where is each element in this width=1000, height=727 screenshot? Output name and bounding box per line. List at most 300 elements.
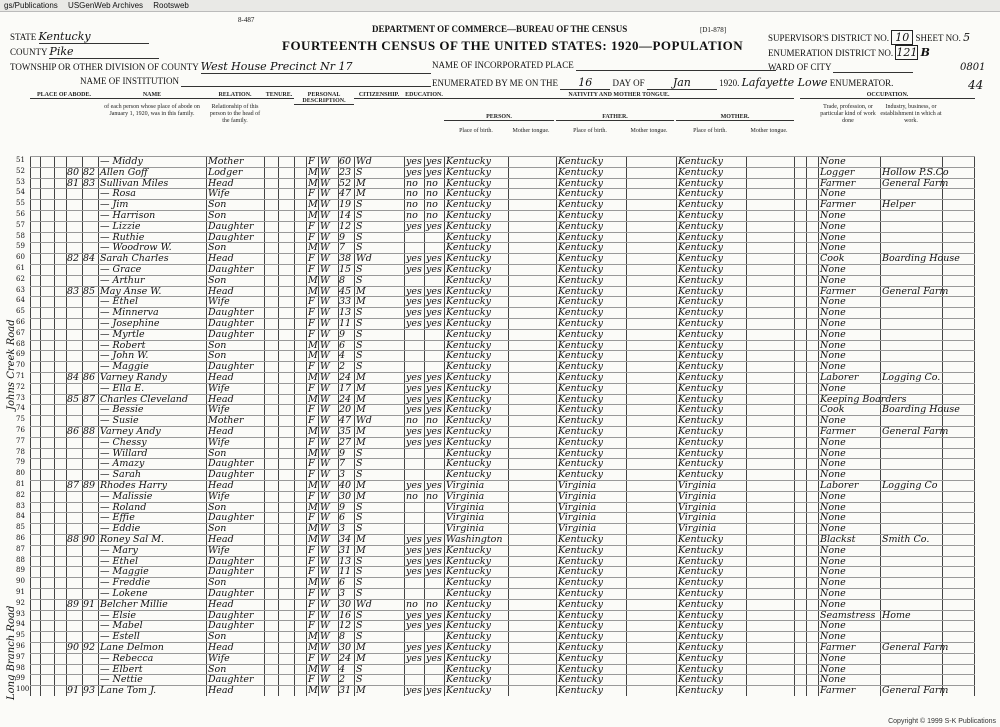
mother-birth-place: Kentucky xyxy=(678,156,723,167)
occupation: Farmer xyxy=(820,685,856,697)
mother-birth-place: Kentucky xyxy=(678,382,723,394)
occupation: None xyxy=(820,544,846,556)
age: 6 xyxy=(339,577,346,589)
line-number: 100 xyxy=(16,685,30,694)
table-row xyxy=(16,598,975,610)
toolbar-item[interactable]: USGenWeb Archives xyxy=(68,1,144,10)
sex: M xyxy=(308,393,318,405)
mother-birth-place: Kentucky xyxy=(678,393,723,405)
table-row xyxy=(16,156,975,167)
race: W xyxy=(320,220,330,232)
table-row xyxy=(16,296,975,308)
can-write: yes xyxy=(426,382,442,394)
person-name: — Roland xyxy=(100,501,147,513)
father-birth-place: Kentucky xyxy=(558,393,603,405)
relation: Head xyxy=(208,598,234,610)
race: W xyxy=(320,447,330,459)
industry: General Farm xyxy=(882,177,949,189)
person-name: — Estell xyxy=(100,631,140,643)
race: W xyxy=(320,642,330,653)
race: W xyxy=(320,350,330,362)
table-row xyxy=(16,404,975,416)
age: 23 xyxy=(339,166,352,178)
marital-status: S xyxy=(356,663,363,675)
mother-birth-place: Kentucky xyxy=(678,242,723,254)
person-name: — Freddie xyxy=(100,577,151,589)
occupation: None xyxy=(820,523,846,535)
relation-column-header: Relationship of this person to the head of the family. xyxy=(209,104,261,124)
line-number: 63 xyxy=(16,285,25,294)
birth-place: Kentucky xyxy=(446,307,491,319)
relation: Wife xyxy=(208,404,230,416)
relation: Daughter xyxy=(208,328,254,340)
sex: M xyxy=(308,501,318,513)
mother-birth-place: Kentucky xyxy=(678,566,723,578)
marital-status: M xyxy=(356,426,366,437)
race: W xyxy=(320,534,330,545)
marital-status: S xyxy=(356,501,363,513)
race: W xyxy=(320,188,330,200)
sex: F xyxy=(308,620,315,632)
table-row xyxy=(16,555,975,567)
mother-birth-place: Kentucky xyxy=(678,588,723,599)
can-write: yes xyxy=(426,296,442,308)
table-row xyxy=(16,480,975,491)
industry: Logging Co xyxy=(882,480,938,491)
family-number: 89 xyxy=(83,480,96,491)
marital-status: M xyxy=(356,382,366,394)
relation: Daughter xyxy=(208,264,254,275)
person-birth-header: Place of birth. xyxy=(459,128,493,134)
relation: Son xyxy=(208,339,227,351)
ed-side: B xyxy=(920,46,930,59)
marital-status: S xyxy=(356,220,363,232)
sex: M xyxy=(308,642,318,653)
sheet-label: SHEET NO. xyxy=(915,33,961,43)
ward-value: 44 xyxy=(968,78,984,92)
birth-place: Kentucky xyxy=(446,598,491,610)
occupation: None xyxy=(820,264,846,275)
sex: F xyxy=(308,458,315,470)
occupation: None xyxy=(820,231,846,243)
marital-status: M xyxy=(356,404,366,416)
group-occupation: OCCUPATION. xyxy=(800,92,975,99)
incorporated-line xyxy=(432,60,776,71)
table-row xyxy=(16,447,975,459)
table-row xyxy=(16,339,975,351)
race: W xyxy=(320,231,330,243)
marital-status: M xyxy=(356,296,366,308)
birth-place: Kentucky xyxy=(446,674,491,686)
race: W xyxy=(320,426,330,437)
birth-place: Kentucky xyxy=(446,631,491,643)
line-number: 78 xyxy=(16,447,25,456)
table-row xyxy=(16,501,975,513)
line-number: 91 xyxy=(16,588,25,596)
person-name: — Elbert xyxy=(100,663,143,675)
relation: Daughter xyxy=(208,566,254,578)
age: 19 xyxy=(339,199,352,211)
marital-status: S xyxy=(356,458,363,470)
birth-place: Kentucky xyxy=(446,166,491,178)
can-write: yes xyxy=(426,544,442,556)
marital-status: S xyxy=(356,631,363,643)
sex: M xyxy=(308,210,318,221)
relation: Head xyxy=(208,393,234,405)
mother-birth-place: Kentucky xyxy=(678,555,723,567)
birth-place: Kentucky xyxy=(446,588,491,599)
marital-status: S xyxy=(356,609,363,621)
group-father: FATHER. xyxy=(556,114,674,121)
occupation: None xyxy=(820,663,846,675)
enumerator-label: ENUMERATOR. xyxy=(829,78,894,88)
sex: F xyxy=(308,674,315,686)
family-number: 83 xyxy=(83,177,96,189)
line-number: 66 xyxy=(16,318,25,326)
birth-place: Kentucky xyxy=(446,458,491,470)
sex: F xyxy=(308,231,315,243)
race: W xyxy=(320,620,330,632)
age: 30 xyxy=(339,490,352,502)
marital-status: Wd xyxy=(356,253,372,265)
can-write: yes xyxy=(426,220,442,232)
sex: F xyxy=(308,415,315,427)
father-birth-place: Kentucky xyxy=(558,598,603,610)
occupation: None xyxy=(820,361,846,373)
birth-place: Kentucky xyxy=(446,415,491,427)
occupation: None xyxy=(820,447,846,459)
occupation: None xyxy=(820,220,846,232)
mother-birth-place: Kentucky xyxy=(678,274,723,286)
table-row xyxy=(16,177,975,189)
margin-note-lower: Long Branch Road xyxy=(6,605,17,700)
person-name: — John W. xyxy=(100,350,149,362)
line-number: 67 xyxy=(16,328,25,337)
can-read: yes xyxy=(406,372,422,383)
marital-status: S xyxy=(356,210,363,221)
occupation: Farmer xyxy=(820,642,856,653)
sex: M xyxy=(308,663,318,675)
occupation: None xyxy=(820,588,846,599)
can-write: yes xyxy=(426,620,442,632)
race: W xyxy=(320,199,330,211)
birth-place: Kentucky xyxy=(446,426,491,437)
line-number: 61 xyxy=(16,264,25,272)
sex: F xyxy=(308,652,315,664)
father-birth-place: Kentucky xyxy=(558,415,603,427)
occupation: Keeping Boarders xyxy=(820,393,907,405)
table-row xyxy=(16,512,975,524)
table-row xyxy=(16,631,975,643)
enumerated-label: ENUMERATED BY ME ON THE xyxy=(432,78,558,88)
archive-toolbar xyxy=(0,0,1000,12)
industry: Home xyxy=(882,609,911,621)
father-birth-place: Kentucky xyxy=(558,318,603,329)
industry: Hollow P.S.Co xyxy=(882,166,949,178)
relation: Wife xyxy=(208,652,230,664)
person-name: — Amazy xyxy=(100,458,145,470)
marital-status: S xyxy=(356,674,363,686)
line-number: 55 xyxy=(16,199,25,208)
marital-status: M xyxy=(356,372,366,383)
table-row xyxy=(16,382,975,394)
race: W xyxy=(320,166,330,178)
line-number: 90 xyxy=(16,577,25,586)
father-birth-place: Kentucky xyxy=(558,231,603,243)
relation: Son xyxy=(208,577,227,589)
birth-place: Kentucky xyxy=(446,393,491,405)
birth-place: Kentucky xyxy=(446,620,491,632)
age: 40 xyxy=(339,480,352,491)
marital-status: S xyxy=(356,447,363,459)
marital-status: Wd xyxy=(356,156,372,167)
occupation: Logger xyxy=(820,166,855,178)
relation: Daughter xyxy=(208,469,254,481)
relation: Wife xyxy=(208,544,230,556)
age: 3 xyxy=(339,469,346,481)
group-mother: MOTHER. xyxy=(676,114,794,121)
relation: Son xyxy=(208,350,227,362)
relation: Head xyxy=(208,685,234,697)
can-read: yes xyxy=(406,642,422,653)
line-number: 59 xyxy=(16,242,25,251)
relation: Son xyxy=(208,663,227,675)
line-number: 93 xyxy=(16,609,25,618)
table-row xyxy=(16,210,975,221)
mother-birth-place: Kentucky xyxy=(678,534,723,545)
occupation: None xyxy=(820,350,846,362)
occupation: None xyxy=(820,652,846,664)
relation: Head xyxy=(208,642,234,653)
township-value: West House Precinct Nr 17 xyxy=(201,60,431,74)
occupation: None xyxy=(820,156,846,167)
industry: Boarding House xyxy=(882,404,960,416)
can-write: yes xyxy=(426,166,442,178)
birth-place: Kentucky xyxy=(446,220,491,232)
table-row xyxy=(16,577,975,589)
occupation: Cook xyxy=(820,253,845,265)
marital-status: S xyxy=(356,588,363,599)
mother-birth-place: Kentucky xyxy=(678,685,723,697)
race: W xyxy=(320,577,330,589)
father-birth-place: Kentucky xyxy=(558,685,603,697)
race: W xyxy=(320,339,330,351)
person-name: — Ruthie xyxy=(100,231,145,243)
race: W xyxy=(320,242,330,254)
sex: F xyxy=(308,598,315,610)
relation: Wife xyxy=(208,436,230,448)
age: 27 xyxy=(339,436,352,448)
toolbar-item[interactable]: Rootsweb xyxy=(153,1,189,10)
age: 2 xyxy=(339,674,346,686)
mother-birth-place: Kentucky xyxy=(678,296,723,308)
sex: M xyxy=(308,285,318,297)
marital-status: M xyxy=(356,480,366,491)
sex: M xyxy=(308,534,318,545)
marital-status: S xyxy=(356,307,363,319)
race: W xyxy=(320,253,330,265)
birth-place: Kentucky xyxy=(446,210,491,221)
can-write: yes xyxy=(426,156,442,167)
table-row xyxy=(16,426,975,437)
race: W xyxy=(320,685,330,697)
line-number: 74 xyxy=(16,404,25,413)
dwelling-number: 82 xyxy=(67,253,80,265)
occupation: None xyxy=(820,274,846,286)
sex: F xyxy=(308,318,315,329)
father-birth-place: Virginia xyxy=(558,501,597,513)
person-name: — Bessie xyxy=(100,404,144,416)
marital-status: M xyxy=(356,685,366,697)
relation: Daughter xyxy=(208,512,254,524)
line-number: 82 xyxy=(16,490,25,499)
marital-status: M xyxy=(356,393,366,405)
occupation: Farmer xyxy=(820,285,856,297)
relation: Wife xyxy=(208,188,230,200)
age: 47 xyxy=(339,188,352,200)
mother-birth-place: Virginia xyxy=(678,512,717,524)
father-birth-place: Kentucky xyxy=(558,534,603,545)
mother-birth-place: Kentucky xyxy=(678,166,723,178)
supervisor-value: 10 xyxy=(891,30,913,45)
person-name: Belcher Millie xyxy=(100,598,168,610)
person-name: — Maggie xyxy=(100,566,149,578)
relation: Daughter xyxy=(208,674,254,686)
sex: F xyxy=(308,566,315,578)
occupation: Farmer xyxy=(820,199,856,211)
person-name: Roney Sal M. xyxy=(100,534,164,545)
sex: F xyxy=(308,156,315,167)
mother-birth-place: Kentucky xyxy=(678,350,723,362)
father-birth-place: Kentucky xyxy=(558,350,603,362)
person-tongue-header: Mother tongue. xyxy=(512,128,550,134)
race: W xyxy=(320,274,330,286)
can-write: yes xyxy=(426,566,442,578)
mother-tongue-header: Mother tongue. xyxy=(750,128,788,134)
mother-birth-place: Kentucky xyxy=(678,220,723,232)
person-name: Sullivan Miles xyxy=(100,177,169,189)
age: 31 xyxy=(339,685,352,697)
occupation: None xyxy=(820,307,846,319)
race: W xyxy=(320,652,330,664)
father-birth-place: Kentucky xyxy=(558,642,603,653)
mother-birth-place: Kentucky xyxy=(678,469,723,481)
can-write: yes xyxy=(426,480,442,491)
birth-place: Kentucky xyxy=(446,231,491,243)
ed-value: 121 xyxy=(896,46,918,59)
line-number: 79 xyxy=(16,458,25,467)
race: W xyxy=(320,609,330,621)
father-birth-header: Place of birth. xyxy=(573,128,607,134)
marital-status: S xyxy=(356,199,363,211)
toolbar-item[interactable]: gs/Publications xyxy=(4,1,58,10)
age: 33 xyxy=(339,296,352,308)
line-number: 94 xyxy=(16,620,25,629)
dwelling-number: 83 xyxy=(67,285,80,297)
group-tenure: TENURE. xyxy=(265,92,293,98)
race: W xyxy=(320,458,330,470)
relation: Daughter xyxy=(208,609,254,621)
mother-birth-place: Kentucky xyxy=(678,620,723,632)
person-name: Rhodes Harry xyxy=(100,480,167,491)
age: 24 xyxy=(339,393,352,405)
person-name: — Effie xyxy=(100,512,135,524)
county-line xyxy=(10,45,159,59)
line-number: 52 xyxy=(16,166,25,175)
can-read: yes xyxy=(406,620,422,632)
line-number: 88 xyxy=(16,555,25,564)
table-row xyxy=(16,436,975,448)
father-birth-place: Kentucky xyxy=(558,577,603,589)
birth-place: Virginia xyxy=(446,480,485,491)
mother-birth-place: Kentucky xyxy=(678,328,723,340)
table-row xyxy=(16,372,975,383)
relation: Daughter xyxy=(208,220,254,232)
race: W xyxy=(320,523,330,535)
relation: Son xyxy=(208,523,227,535)
table-row xyxy=(16,674,975,686)
race: W xyxy=(320,296,330,308)
institution-label: NAME OF INSTITUTION xyxy=(80,76,179,86)
relation: Son xyxy=(208,501,227,513)
race: W xyxy=(320,480,330,491)
occupation: None xyxy=(820,631,846,643)
father-birth-place: Kentucky xyxy=(558,663,603,675)
table-row xyxy=(16,285,975,297)
father-birth-place: Virginia xyxy=(558,512,597,524)
year: 1920. xyxy=(719,78,740,88)
can-read: yes xyxy=(406,166,422,178)
occupation: None xyxy=(820,490,846,502)
industry: General Farm xyxy=(882,426,949,437)
sex: F xyxy=(308,253,315,265)
enumerated-line xyxy=(432,76,893,90)
mother-birth-place: Kentucky xyxy=(678,426,723,437)
marital-status: S xyxy=(356,264,363,275)
person-name: — Sarah xyxy=(100,469,142,481)
relation: Son xyxy=(208,274,227,286)
race: W xyxy=(320,555,330,567)
person-name: — Maggie xyxy=(100,361,149,373)
industry: Boarding House xyxy=(882,253,960,265)
dwelling-number: 89 xyxy=(67,598,80,610)
father-birth-place: Kentucky xyxy=(558,426,603,437)
birth-place: Kentucky xyxy=(446,296,491,308)
can-write: yes xyxy=(426,652,442,664)
age: 60 xyxy=(339,156,352,167)
can-write: yes xyxy=(426,404,442,416)
sex: M xyxy=(308,339,318,351)
sex: F xyxy=(308,264,315,275)
table-row xyxy=(16,685,975,697)
can-read: yes xyxy=(406,480,422,491)
age: 7 xyxy=(339,458,346,470)
relation: Head xyxy=(208,372,234,383)
sex: M xyxy=(308,447,318,459)
sex: F xyxy=(308,436,315,448)
relation: Wife xyxy=(208,382,230,394)
occupation: None xyxy=(820,296,846,308)
birth-place: Kentucky xyxy=(446,555,491,567)
marital-status: S xyxy=(356,512,363,524)
marital-status: S xyxy=(356,166,363,178)
occupation: None xyxy=(820,436,846,448)
can-read: yes xyxy=(406,156,422,167)
race: W xyxy=(320,177,330,189)
sex: M xyxy=(308,426,318,437)
race: W xyxy=(320,501,330,513)
mother-birth-place: Kentucky xyxy=(678,436,723,448)
